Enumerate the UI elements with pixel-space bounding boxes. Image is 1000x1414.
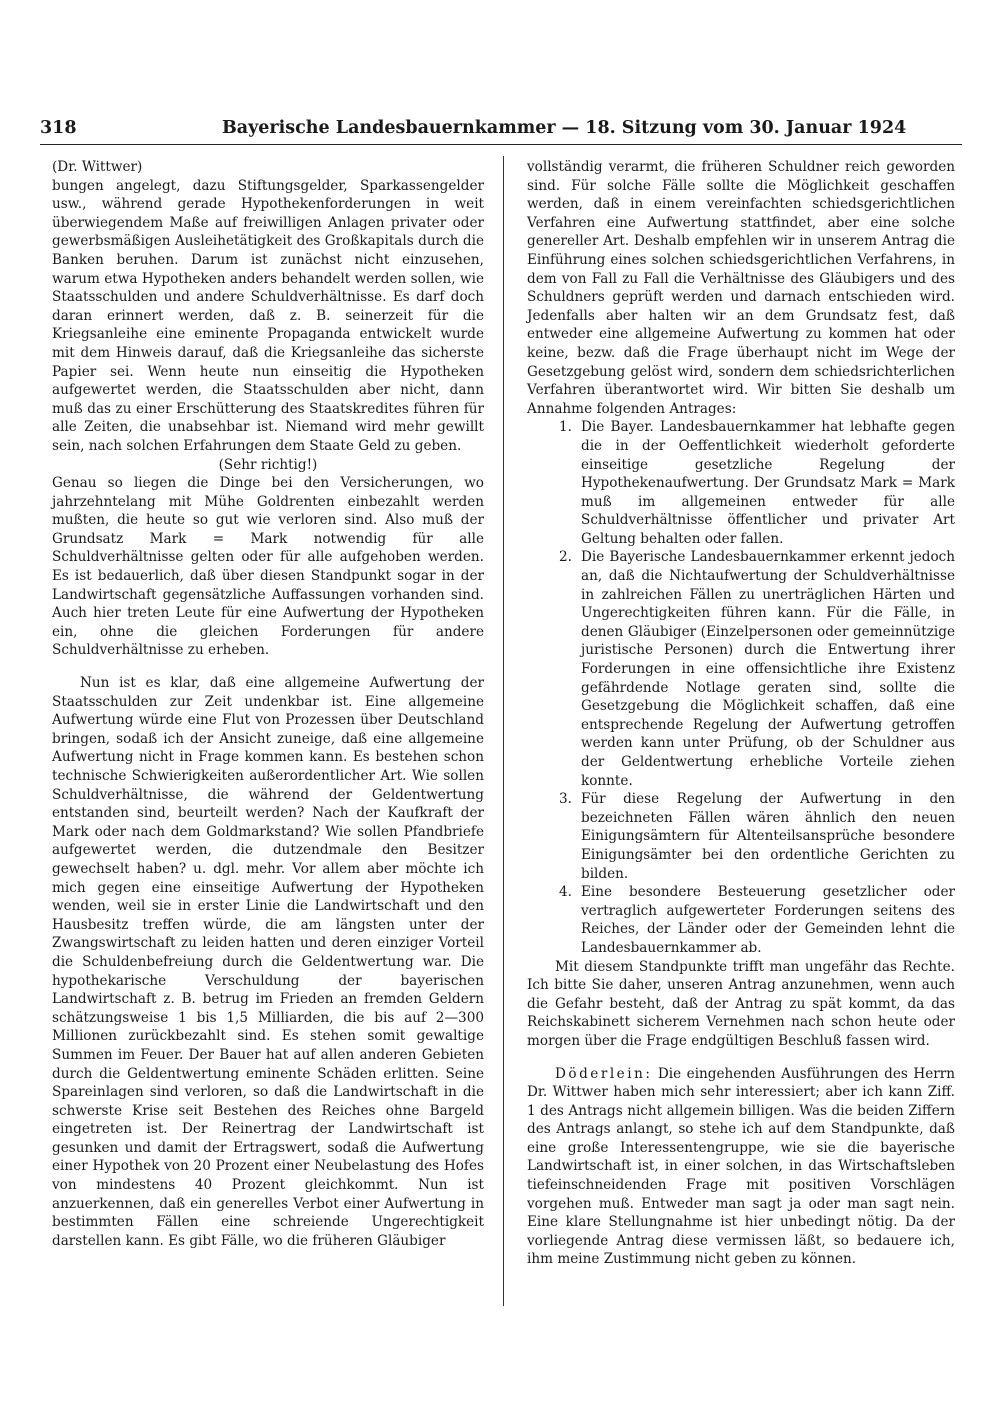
demand-item [559,883,955,957]
page-header [40,118,960,142]
speaker-paragraph [527,1065,955,1270]
demand-item [559,548,955,790]
paragraph: Nun ist es klar, daß eine allgemeine Aufwertung der Staatsschulden zur Zeit undenkbar ist. Eine allgemeine Aufwertung würde eine Flut von Prozessen über Deutschland bringen, sodaß ich der Ansicht zuneige, daß eine allgemeine Aufwertung nicht in Frage kommen kann. Es bestehen schon technische Schwierigkeiten außerordentlicher Art. Wie sollen Schuldverhältnisse, die während der Geldentwertung entstanden sind, beurteilt werden? Nach der Kaufkraft der Mark oder nach dem Goldmarkstand? Wie sollen Pfandbriefe aufgewertet werden, die dutzendmale den Besitzer gewechselt haben? u. dgl. mehr. Vor allem aber möchte ich mich gegen eine einseitige Aufwertung der Hypotheken wenden, weil sie in erster Linie die Landwirtschaft und den Hausbesitz treffen würde, die am längsten unter der Zwangswirtschaft zu leiden hatten und deren einziger Vorteil die Schuldenbefreiung durch die Geldentwertung war. Die hypothekarische Verschuldung der bayerischen Landwirtschaft z. B. betrug im Frieden an fremden Geldern schätzungsweise 1 bis 1,5 Milliarden, die bis auf 2—300 Millionen zurückbezahlt sind. Es stehen somit gewaltige Summen im Feuer. Der Bauer hat auf allen anderen Gebieten durch die Geldentwertung eminente Schäden erlitten. Seine Spareinlagen sind verloren, so daß die Landwirtschaft in die schwerste Krise seit Bestehen des Reiches ohne Bargeld eingetreten ist. Der Reinertrag der Landwirtschaft ist gesunken und damit der Ertragswert, sodaß die Aufwertung einer Hypothek von 20 Prozent einer Neubelastung des Hofes von mindestens 40 Prozent gleichkommt. Nun ist anzuerkennen, daß ein generelles Verbot einer Aufwertung in bestimmten Fällen eine schreiende Ungerechtigkeit darstellen kann. Es gibt Fälle, wo die früheren Gläubiger [52,675,484,1249]
running-head: Bayerische Landesbauernkammer — 18. Sitzung vom 30. Januar 1924 [222,118,907,138]
speaker-tag: (Dr. Wittwer) [52,159,143,175]
demand-number: 2. [559,549,572,566]
demand-text: Für diese Regelung der Aufwertung in den bezeichneten Fällen wären ähnlich den neuen Einigungsämtern für Altenteilsansprüche besondere Einigungsämter bei den ordentliche Gerichten zu bilden. [581,791,955,882]
page-number: 318 [40,118,77,138]
speaker-text: Die eingehenden Ausführungen des Herrn Dr. Wittwer haben mich sehr interessiert; aber ich kann Ziff. 1 des Antrags nicht allgemein billigen. Was die beiden Ziffern des Antrags anlangt, so stehe ich auf dem Standpunkte, daß eine große Interessentengruppe, wie sie die bayerische Landwirtschaft ist, in einer solchen, in das Wirtschaftsleben tiefeinschneidenden Frage mit positiven Vorschlägen vorgehen muß. Entweder man sagt ja oder man sagt nein. Eine klare Stellungnahme ist hier unbedingt nötig. Da der vorliegende Antrag diese vermissen läßt, so bedauere ich, ihm meine Zustimmung nicht geben zu können. [527,1065,956,1268]
demand-number: 3. [559,791,572,808]
demand-text: Die Bayerische Landesbauernkammer erkennt jedoch an, daß die Nichtaufwertung der Schuldverhältnisse in zahlreichen Fällen zu unerträglichen Härten und Ungerechtigkeiten führen kann. Für die Fälle, in denen Gläubiger (Einzelpersonen oder gemeinnützige juristische Personen) durch die Entwertung ihrer Forderungen in eine offensichtliche ihre Existenz gefährdende Notlage geraten sind, sollte die Gesetzgebung die Möglichkeit schaffen, daß eine entsprechende Regelung der Aufwertung getroffen werden kann unter Prüfung, ob der Schuldner aus der Geldentwertung erhebliche Vorteile ziehen konnte. [581,549,955,789]
demand-number: 4. [559,884,572,901]
header-rule [40,144,962,145]
interjection: (Sehr richtig!) [218,456,318,473]
spacer [52,660,484,674]
paragraph: vollständig verarmt, die früheren Schuldner reich geworden sind. Für solche Fälle sollte die Möglichkeit geschaffen werden, daß in einem vereinfachten schiedsgerichtlichen Verfahren eine Aufwertung stattfindet, aber eine solche genereller Art. Deshalb empfehlen wir in unserem Antrag die Einführung eines solchen schiedsgerichtlichen Verfahrens, in dem von Fall zu Fall die Verhältnisse des Gläubigers und des Schuldners geprüft werden und darnach entschieden wird. Jedenfalls aber halten wir an dem Grundsatz fest, daß entweder eine allgemeine Aufwertung zu kommen hat oder keine, bezw. daß die Frage überhaupt nicht im Wege der Gesetzgebung gelöst wird, sondern dem schiedsrichterlichen Verfahren überantwortet wird. Wir bitten Sie deshalb um Annahme folgenden Antrages: [527,159,955,417]
paragraph: Genau so liegen die Dinge bei den Versicherungen, wo jahrzehntelang mit Mühe Goldrenten einbezahlt werden mußten, die heute so gut wie verloren sind. Also muß der Grundsatz Mark = Mark notwendig für alle Schuldverhältnisse gelten oder für alle aufgehoben werden. Es ist bedauerlich, daß über diesen Standpunkt sogar in der Landwirtschaft gegensätzliche Auffassungen vorhanden sind. Auch hier treten Leute für eine Aufwertung der Hypotheken ein, ohne die gleichen Forderungen für andere Schuldverhältnisse zu erheben. [52,475,484,659]
column-divider [503,156,504,1306]
paragraph: Mit diesem Standpunkte trifft man ungefähr das Rechte. Ich bitte Sie daher, unseren Antrag anzunehmen, wenn auch die Gefahr besteht, daß der Antrag zu spät kommt, da das Reichskabinett sicherem Vernehmen nach schon heute oder morgen über die Frage endgültigen Beschluß fassen wird. [527,958,955,1049]
demand-item [559,790,955,883]
demand-text: Die Bayer. Landesbauernkammer hat lebhafte gegen die in der Oeffentlichkeit wiederholt geforderte einseitige gesetzliche Regelung der Hypothekenaufwertung. Der Grundsatz Mark = Mark muß im allgemeinen entweder für alle Schuldverhältnisse öffentlicher und privater Art Geltung behalten oder fallen. [581,419,955,547]
paragraph: bungen angelegt, dazu Stiftungsgelder, Sparkassengelder usw., während gerade Hypothekenforderungen in weit überwiegendem Maße auf freiwilligen Anlagen privater oder gewerbsmäßigen Ausleihetätigkeit des Großkapitals durch die Banken beruhen. Darum ist zunächst nicht einzusehen, warum etwa Hypotheken anders behandelt werden sollen, wie Staatsschulden und andere Schuldverhältnisse. Es darf doch daran erinnert werden, daß z. B. seinerzeit für die Kriegsanleihe eine eminente Propaganda entwickelt wurde mit dem Hinweis darauf, daß die Kriegsanleihe das sicherste Papier sei. Wenn heute nun einseitig die Hypotheken aufgewertet werden, die Staatsschulden aber nicht, dann muß das zu einer Erschütterung des Staatskredites führen für alle Zeiten, die unabsehbar ist. Niemand wird mehr gewillt sein, nach solchen Erfahrungen dem Staate Geld zu geben. [52,177,484,454]
demand-number: 1. [559,419,572,436]
left-column [52,158,484,1250]
spacer [527,1051,955,1065]
demand-item [559,418,955,548]
speaker-name: Döderlein: [555,1065,653,1082]
right-column [527,158,955,1269]
demand-text: Eine besondere Besteuerung gesetzlicher oder vertraglich aufgewerteter Forderungen seitens des Reiches, der Länder oder der Gemeinden lehnt die Landesbauernkammer ab. [581,884,955,956]
